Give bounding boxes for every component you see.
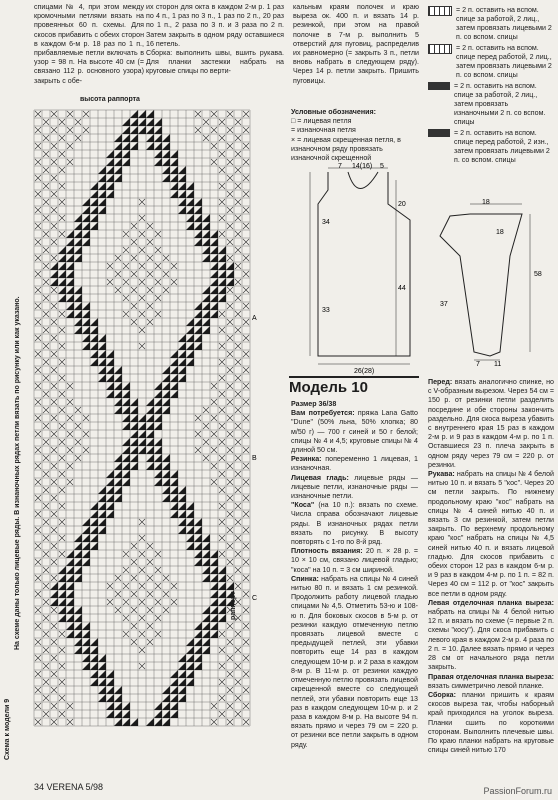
knitting-chart-svg	[34, 110, 258, 724]
legend-row	[428, 129, 554, 165]
braid-paragraph	[291, 501, 418, 547]
label-7b: 7	[476, 361, 480, 368]
cable-symbol-icon	[428, 129, 450, 137]
label-44: 44	[398, 285, 406, 292]
legend-row	[428, 44, 554, 80]
need-label: Вам потребуется:	[291, 409, 355, 418]
cable-symbol-icon	[428, 44, 452, 54]
chart-side-note: На схеме даны только лицевые ряды. В изнаночных рядах петли вязать по рисунку или как указано.	[14, 296, 21, 650]
chart-label-top: высота раппорта	[80, 96, 140, 103]
chart-letter: C	[252, 595, 258, 602]
label-33: 33	[322, 307, 330, 314]
model-title: Модель 10	[289, 376, 419, 398]
right-paragraph	[428, 673, 554, 691]
legend-row-text: = 2 п. оставить на вспом. спице за работой, 2 лиц., затем провязать изнаночными 2 п. со вспом. спицы	[454, 82, 546, 126]
stock-paragraph	[291, 474, 418, 502]
column-1-paragraph: спицами № 4, при этом между кромочными петлями вязать на провеянных 60 п. схемы. Для скосов прибавить с обеих сторон в каждом 6-м р. 18 раз по 1 п., прибавляемые петли включать в узор = 98 п. На высоте 40 см (= связано 112 р. основного узора) закрыть с обе-	[34, 3, 144, 85]
stock-label: Лицевая гладь:	[291, 473, 349, 482]
right-label: Правая отделочная планка выреза:	[428, 672, 554, 681]
chart-stitches	[35, 110, 249, 726]
column-2-text	[146, 3, 284, 77]
label-37: 37	[440, 301, 448, 308]
column-3-text	[293, 3, 419, 86]
rib-paragraph	[291, 455, 418, 473]
left-paragraph	[428, 599, 554, 673]
watermark: PassionForum.ru	[483, 786, 552, 796]
left-text: набрать на спицы № 4 белой нитью 12 п. и вязать по схеме (= первые 2 п. схемы "косу"). Для скоса прибавить с левого края в каждом 2-м р. 4 раза по 2 п. = 10. Далее вязать прямо и через 28 см от начального ряда петли закрыть.	[428, 608, 554, 672]
legend-row	[428, 82, 554, 127]
label-18: 18	[482, 199, 490, 206]
chart-letter: B	[252, 455, 257, 462]
label-26: 26(28)	[354, 368, 375, 375]
chart-title: Схема к модели 9	[4, 698, 11, 760]
column-4-text	[291, 400, 418, 750]
density-text: 20 п. × 28 р. = 10 × 10 см, связано лицевой гладью; "коса" на 10 п. = 3 см шириной.	[291, 547, 418, 574]
label-14: 14(16)	[352, 163, 373, 170]
knitting-chart	[34, 110, 258, 724]
assembly-label: Сборка:	[428, 690, 456, 699]
legend-item: = изнаночная петля	[291, 126, 356, 135]
chart-letter: A	[252, 315, 257, 322]
column-2-assembly: Сборка: выполнить швы, вшить рукава. Для планки застежки набрать на круговые спицы по верти-	[146, 49, 284, 76]
legend-row-text: = 2 п. оставить на вспом. спице перед работой, 2 лиц., затем провязать лицевыми 2 п. со вспом. спицы	[456, 44, 552, 79]
back-label: Спинка:	[291, 574, 319, 583]
sleeve-paragraph	[428, 470, 554, 599]
cable-symbol-icon	[428, 6, 452, 16]
sleeve-label: Рукава:	[428, 470, 455, 479]
label-34: 34	[322, 219, 330, 226]
page-footer: 34 VERENA 5/98	[34, 782, 104, 792]
front-text: вязать аналогично спинке, но с V-образным вырезом. Через 54 см = 150 р. от резинки петли разделить посредине и обе стороны закончить раздельно. Для скоса выреза убавить с внутреннего края 15 раз в каждом 2-м р. и 9 раз в каждом 4-м р. по 1 п. Оставшиеся 23 п. плеча закрыть в одном ряду через 79 см = 220 р. от резинки.	[428, 378, 554, 469]
label-7: 7	[338, 163, 342, 170]
pattern-diagram-right	[430, 196, 550, 366]
chart-label-bottom: раппорт	[230, 591, 237, 620]
back-paragraph	[291, 575, 418, 750]
column-5-text	[428, 378, 554, 755]
assembly-paragraph	[428, 691, 554, 755]
braid-text: (на 10 п.): вязать по схеме. Числа справа обозначают лицевые ряды. В изнаночных рядах петли вязать по рисунку. В высоту повторять с 1-го по 8-й ряд.	[291, 501, 418, 547]
column-1-text	[34, 3, 144, 86]
need-paragraph	[291, 409, 418, 455]
back-text: набрать на спицы № 4 синей нитью 80 п. и вязать 1 см резинкой. Продолжить работу лицевой гладью спицами № 4,5. Отметить 53-ю и 108-ю п. Для боковых скосов в 5-м р. от резинки каждую отмеченную петлю провязать лицевой вместе с предыдущей петлей, эти убавки повторить еще 14 раз в каждом следующем 10-м р. и 2 раза в каждом 8-м р. В 11-м р. от резинки каждую отмеченную петлю провязать лицевой скрещенной вместе со следующей петлей, эти убавки повторить еще 13 раз в каждом следующем 10-м р. и 2 раза в каждом 8-м р. На высоте 94 п. вязать прямо и через 79 см = 220 р. от резинки все петли закрыть в одном ряду.	[291, 574, 418, 749]
braid-label: "Коса"	[291, 501, 315, 510]
label-20: 20	[398, 201, 406, 208]
label-11: 11	[494, 361, 502, 368]
cable-symbol-icon	[428, 82, 450, 90]
need-text: пряжа Lana Gatto "Dune" (50% льна, 50% хлопка; 80 м/50 г) — 700 г синей и 50 г белой; спицы № 4 и 4,5; круговые спицы № 4 длиной 50 см.	[291, 409, 418, 455]
legend-item: × = лицевая скрещенная петля, в изнаночном ряду провязать изнаночной скрещенной	[291, 135, 401, 163]
stock-text: лицевые ряды — лицевые петли, изнаночные ряды — изнаночные петли.	[291, 473, 418, 501]
density-label: Плотность вязания:	[291, 547, 363, 556]
column-2-paragraph: их сторон для окта в каждом 2-м р. 1 раз по 4 п., 1 раз по 3 п., 1 раз по 2 п., 20 раз по 1 п., 2 раза по 3 п. и 3 раза по 2 п. Затем закрыть в одном ряду оставшиеся 16 петель.	[146, 3, 284, 48]
legend-cables	[428, 6, 554, 167]
rib-text: попеременно 1 лицевая, 1 изнаночная.	[291, 455, 418, 473]
label-58: 58	[534, 271, 542, 278]
rib-label: Резинка:	[291, 455, 322, 464]
left-label: Левая отделочная планка выреза:	[428, 598, 554, 607]
legend-conditions	[291, 108, 417, 163]
front-label: Перед:	[428, 378, 453, 386]
front-paragraph	[428, 378, 554, 470]
legend-row-text: = 2 п. оставить на вспом. спице за работой, 2 лиц., затем провязать лицевыми 2 п. со вспом. спицы	[456, 6, 552, 41]
sleeve-text: набрать на спицы № 4 белой нитью 10 п. и вязать 5 "кос". Через 20 см петли закрыть. По нижнему продольному краю "кос" набрать на спицы № 4 синей нитью 40 п. и вязать 3 см резинкой, затем петли закрыть. По верхнему продольному краю "кос" набрать на спицы № 4,5 синей нитью 40 п. и вязать лицевой гладью. Для скосов прибавить с обеих сторон 12 раз в каждом 6-м р. и 9 раз в каждом 4-м р. по 1 п. = 82 п. Через 40 см = 112 р. от "кос" закрыть все петли в одном ряду.	[428, 470, 554, 598]
legend-item: □ = лицевая петля	[291, 117, 352, 126]
legend-title: Условные обозначения:	[291, 108, 377, 116]
label-5: 5	[380, 163, 384, 170]
column-3-paragraph: кальным краям полочек и краю выреза ок. 400 п. и вязать 14 р. резинкой, при этом на правой полочке в 7-м р. выполнить 5 отверстий для пуговиц, распределив их равномерно (= закрыть 3 п., петли вновь набрать в следующем ряду). Через 14 р. петли закрыть. Пришить пуговицы.	[293, 3, 419, 85]
assembly-text: планки пришить к краям скосов выреза так, чтобы наборный край приходился на уголок выреза. Планки сшить по короткими сторонам. Выполнить плечевые швы. По краю планки набрать на круговые спицы синей нитью 170	[428, 690, 554, 755]
legend-row-text: = 2 п. оставить на вспом. спице перед работой, 2 изн., затем провязать лицевыми 2 п. со вспом. спицы	[454, 129, 550, 164]
density-paragraph	[291, 547, 418, 575]
label-18b: 18	[496, 229, 504, 236]
right-text: вязать симметрично левой планке.	[428, 681, 544, 690]
model-size: Размер 36/38	[291, 400, 337, 408]
legend-row	[428, 6, 554, 42]
pattern-diagram-left	[300, 160, 420, 375]
